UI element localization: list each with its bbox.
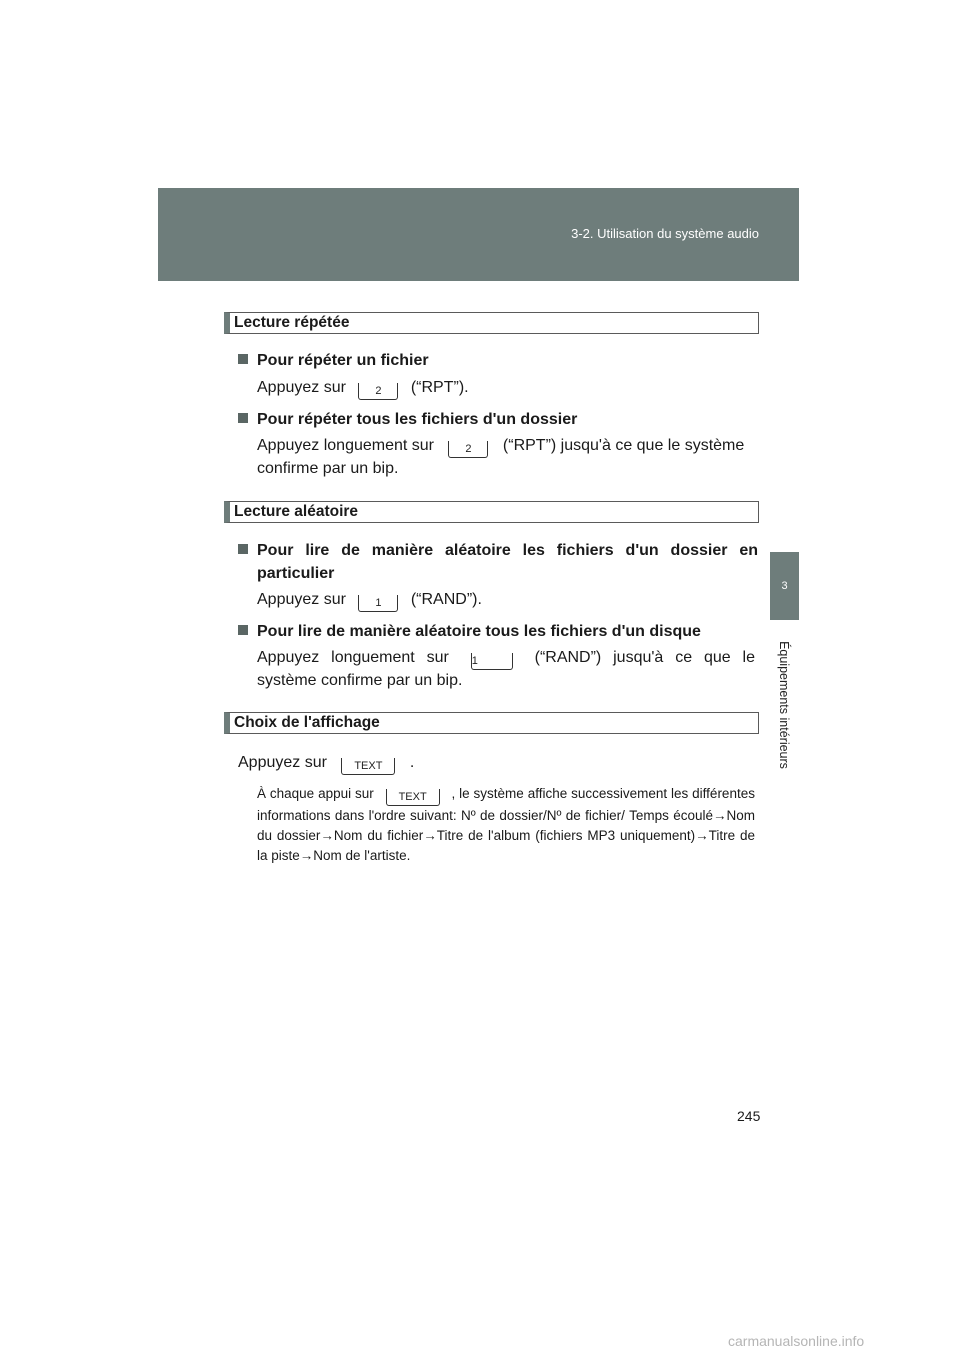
- key-text-icon: TEXT: [386, 789, 440, 806]
- chapter-tab-label: [772, 630, 796, 780]
- key-text-icon: TEXT: [341, 758, 395, 775]
- bullet-heading-text: Pour lire de manière aléatoire tous les fichiers d'un disque: [257, 623, 701, 640]
- instruction-text: .: [409, 754, 415, 771]
- bullet-heading: [238, 539, 758, 562]
- bullet-heading-text: Pour répéter tous les fichiers d'un dossier: [257, 411, 578, 428]
- bullet-heading: [238, 349, 429, 372]
- instruction-line: [257, 646, 755, 670]
- bullet-heading: [238, 620, 701, 643]
- instruction-text: Appuyez longuement sur: [257, 437, 434, 454]
- bullet-square-icon: [238, 413, 248, 423]
- instruction-text: (“RAND”) jusqu'à ce que le: [534, 649, 755, 666]
- section-title-display: Choix de l'affichage: [224, 712, 759, 734]
- instruction-text: Appuyez sur: [238, 754, 327, 771]
- instruction-line: [238, 751, 414, 775]
- bullet-square-icon: [238, 354, 248, 364]
- key-2-icon: 2: [448, 441, 488, 458]
- key-1-icon: 1: [471, 653, 513, 670]
- note-text: , le système affiche successivement les différentes informations dans l'ordre suivant: Nº de dossier/Nº de fichier/ Temps écoulé→Nom du dossier→Nom du fichier→Titre de l'album (fichiers MP3 uniquement)→Titre de la piste→Nom de l'artiste.: [257, 786, 755, 863]
- section-breadcrumb: 3-2. Utilisation du système audio: [571, 226, 759, 241]
- note-text: À chaque appui sur: [257, 786, 374, 801]
- instruction-text: Appuyez sur: [257, 379, 346, 396]
- instruction-text: Appuyez longuement sur: [257, 649, 449, 666]
- display-note: [257, 784, 755, 866]
- bullet-heading-continued: particulier: [257, 565, 335, 582]
- instruction-text: (“RPT”) jusqu'à ce que le système: [502, 437, 745, 454]
- instruction-line: confirme par un bip.: [257, 460, 399, 477]
- section-title-repeat: Lecture répétée: [224, 312, 759, 334]
- instruction-line: système confirme par un bip.: [257, 672, 463, 689]
- chapter-tab-number: 3: [770, 552, 799, 620]
- bullet-heading-text: Pour lire de manière aléatoire les fichiers d'un dossier en: [257, 542, 758, 559]
- chapter-tab-label-text: Équipements intérieurs: [777, 641, 792, 769]
- key-1-icon: 1: [358, 595, 398, 612]
- page-number: 245: [737, 1108, 761, 1124]
- bullet-heading-text: Pour répéter un fichier: [257, 352, 429, 369]
- bullet-square-icon: [238, 544, 248, 554]
- section-title-random: Lecture aléatoire: [224, 501, 759, 523]
- instruction-text: Appuyez sur: [257, 591, 346, 608]
- instruction-line: [257, 588, 482, 612]
- watermark[interactable]: carmanualsonline.info: [728, 1333, 865, 1349]
- instruction-line: [257, 376, 469, 400]
- instruction-text: (“RAND”).: [410, 591, 482, 608]
- instruction-line: [257, 434, 744, 458]
- instruction-text: (“RPT”).: [410, 379, 469, 396]
- bullet-heading: [238, 408, 577, 431]
- bullet-square-icon: [238, 625, 248, 635]
- key-2-icon: 2: [358, 383, 398, 400]
- header-band: [158, 188, 799, 281]
